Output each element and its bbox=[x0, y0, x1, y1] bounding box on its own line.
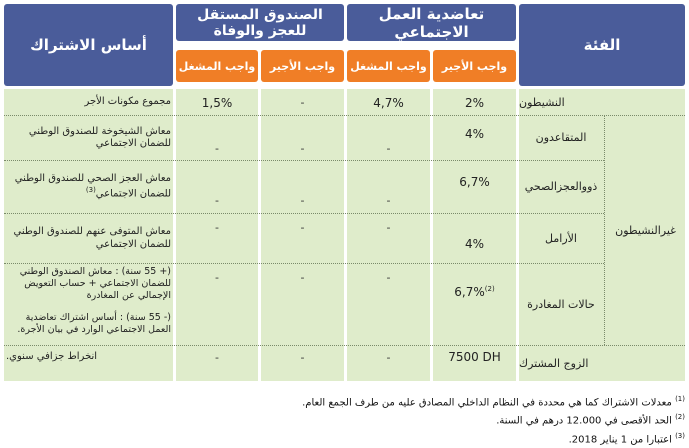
dis-employer-retirees-value: - bbox=[215, 141, 219, 155]
sol-employer-active-value: 4,7% bbox=[373, 95, 404, 110]
sol-employee-disabled bbox=[433, 161, 516, 203]
sol-employee-departures bbox=[433, 274, 516, 310]
basis-active bbox=[6, 90, 171, 115]
dis-employee-retirees-value: - bbox=[300, 141, 305, 155]
dis-employer-departures-value: - bbox=[215, 270, 219, 284]
footnote-3-mark: (3) bbox=[675, 431, 685, 440]
header-disability-fund-label: الصندوق المستقل للعجز والوفاة bbox=[197, 6, 323, 39]
footnote-3-text: اعتبارا من 1 يناير 2018. bbox=[568, 433, 672, 445]
dis-employer-retirees bbox=[176, 136, 258, 160]
footnote-1-text: معدلات الاشتراك كما هي محددة في النظام الداخلي المصادق عليه من طرف الجمع العام. bbox=[302, 397, 672, 409]
basis-disabled-main: معاش العجز الصحي للصندوق الوطني للضمان الاجتماعي bbox=[14, 173, 171, 200]
basis-disabled-text bbox=[6, 173, 171, 200]
dis-employer-disabled bbox=[176, 188, 258, 213]
sol-employee-active bbox=[433, 90, 516, 115]
sol-employer-departures bbox=[347, 264, 430, 290]
basis-departures-a bbox=[6, 265, 171, 303]
dis-employer-spouse bbox=[176, 346, 258, 368]
category-retirees bbox=[519, 116, 603, 160]
sol-employee-widows-value: 4% bbox=[464, 236, 485, 251]
header-category-label: الفئة bbox=[583, 36, 621, 54]
sol-employee-spouse bbox=[433, 346, 516, 368]
category-spouse-label: الزوج المشترك bbox=[519, 356, 589, 370]
sol-employee-departures-rate: 6,7% bbox=[454, 285, 485, 299]
sol-employer-spouse-value: - bbox=[386, 350, 391, 364]
sol-employer-widows bbox=[347, 214, 430, 240]
basis-spouse bbox=[6, 346, 171, 368]
header-solidarity bbox=[347, 4, 516, 41]
category-disabled-label: ذووالعجزالصحي bbox=[524, 180, 598, 194]
sol-employee-retirees bbox=[433, 116, 516, 152]
dis-employee-spouse bbox=[261, 346, 344, 368]
dis-employer-disabled-value: - bbox=[215, 194, 219, 207]
dis-employer-departures bbox=[176, 264, 258, 290]
footnote-1-mark: (1) bbox=[675, 395, 685, 403]
basis-departures-b-text: (- 55 سنة) : أساس اشتراك تعاضدية العمل الاجتماعي الوارد في بيان الأجرة. bbox=[17, 312, 171, 335]
dis-employee-active-value: - bbox=[300, 96, 305, 109]
header-dis-employer bbox=[176, 50, 258, 82]
footnote-2-mark: (2) bbox=[675, 413, 685, 422]
header-dis-employee-label: واجب الأجير bbox=[269, 59, 336, 73]
basis-spouse-text: انخراط جزافي سنوي. bbox=[6, 350, 98, 362]
footnotes bbox=[290, 392, 685, 447]
sol-employer-active bbox=[347, 90, 430, 115]
dis-employee-retirees bbox=[261, 136, 344, 160]
category-disabled bbox=[519, 161, 603, 213]
category-inactive bbox=[606, 116, 685, 345]
basis-departures-b bbox=[6, 305, 171, 343]
category-widows bbox=[519, 214, 603, 263]
sol-employee-active-value: 2% bbox=[464, 95, 485, 110]
basis-widows-text: معاش المتوفى عنهم للصندوق الوطني للضمان الاجتماعي bbox=[13, 226, 171, 250]
basis-active-text: مجموع مكونات الأجر bbox=[84, 96, 171, 108]
header-sol-employee-label: واجب الأجير bbox=[441, 59, 508, 73]
header-dis-employer-label: واجب المشغل bbox=[178, 59, 256, 73]
sol-employee-departures-note: (2) bbox=[484, 285, 495, 293]
footnote-1 bbox=[290, 392, 685, 410]
footnote-2-text: الحد الأقصى في 12.000 درهم في السنة. bbox=[496, 415, 672, 427]
dis-employee-widows-value: - bbox=[300, 220, 305, 234]
dis-employer-spouse-value: - bbox=[215, 350, 219, 364]
header-category bbox=[519, 4, 685, 86]
dis-employer-widows bbox=[176, 214, 258, 240]
category-inactive-label: غيرالنشيطون bbox=[615, 223, 676, 237]
sol-employee-retirees-value: 4% bbox=[464, 127, 485, 141]
sol-employer-disabled bbox=[347, 188, 430, 213]
header-dis-employee bbox=[261, 50, 344, 82]
sol-employer-spouse bbox=[347, 346, 430, 368]
header-basis-label: أساس الاشتراك bbox=[30, 36, 147, 54]
category-active bbox=[519, 90, 683, 115]
dis-employer-widows-value: - bbox=[215, 220, 219, 234]
sol-employee-widows bbox=[433, 224, 516, 263]
header-sol-employee bbox=[433, 50, 516, 82]
header-solidarity-label: تعاضدية العمل الاجتماعي bbox=[378, 4, 485, 41]
footnote-2 bbox=[290, 410, 685, 428]
basis-retirees-text: معاش الشيخوخة للصندوق الوطني للضمان الاجتماعي bbox=[28, 125, 171, 149]
category-retirees-label: المتقاعدون bbox=[535, 131, 587, 145]
dis-employer-active-value: 1,5% bbox=[201, 95, 233, 110]
sol-employee-disabled-value: 6,7% bbox=[459, 175, 490, 189]
category-spouse bbox=[519, 346, 683, 381]
header-sol-employer bbox=[347, 50, 430, 82]
sol-employer-retirees bbox=[347, 136, 430, 160]
header-basis bbox=[4, 4, 173, 86]
dis-employee-active bbox=[261, 90, 344, 115]
header-disability-fund bbox=[176, 4, 344, 41]
category-active-label: النشيطون bbox=[519, 95, 565, 109]
inactive-separator bbox=[604, 116, 605, 345]
basis-widows bbox=[6, 216, 171, 261]
dis-employee-departures bbox=[261, 264, 344, 290]
sol-employer-retirees-value: - bbox=[386, 141, 391, 155]
category-widows-label: الأرامل bbox=[545, 231, 577, 245]
header-sol-employer-label: واجب المشغل bbox=[350, 59, 427, 73]
category-departures-label: حالات المغادرة bbox=[527, 298, 595, 312]
dis-employee-disabled-value: - bbox=[300, 194, 305, 207]
sol-employer-widows-value: - bbox=[386, 220, 391, 234]
dis-employer-active bbox=[176, 90, 258, 115]
sol-employer-disabled-value: - bbox=[386, 194, 391, 207]
basis-departures-a-text: (+ 55 سنة) : معاش الصندوق الوطني للضمان الاجتماعي + حساب التعويض الإجمالي عن المغادرة bbox=[19, 266, 171, 301]
dis-employee-widows bbox=[261, 214, 344, 240]
dis-employee-disabled bbox=[261, 188, 344, 213]
dis-employee-departures-value: - bbox=[300, 270, 305, 284]
basis-disabled-note: (3) bbox=[85, 185, 96, 194]
footnote-3 bbox=[290, 429, 685, 447]
sol-employee-departures-value bbox=[454, 285, 494, 299]
basis-disabled bbox=[6, 163, 171, 211]
category-departures bbox=[519, 285, 603, 325]
sol-employee-spouse-value: 7500 DH bbox=[448, 350, 501, 364]
dis-employee-spouse-value: - bbox=[300, 350, 305, 364]
sol-employer-departures-value: - bbox=[386, 270, 391, 284]
basis-retirees bbox=[6, 118, 171, 158]
